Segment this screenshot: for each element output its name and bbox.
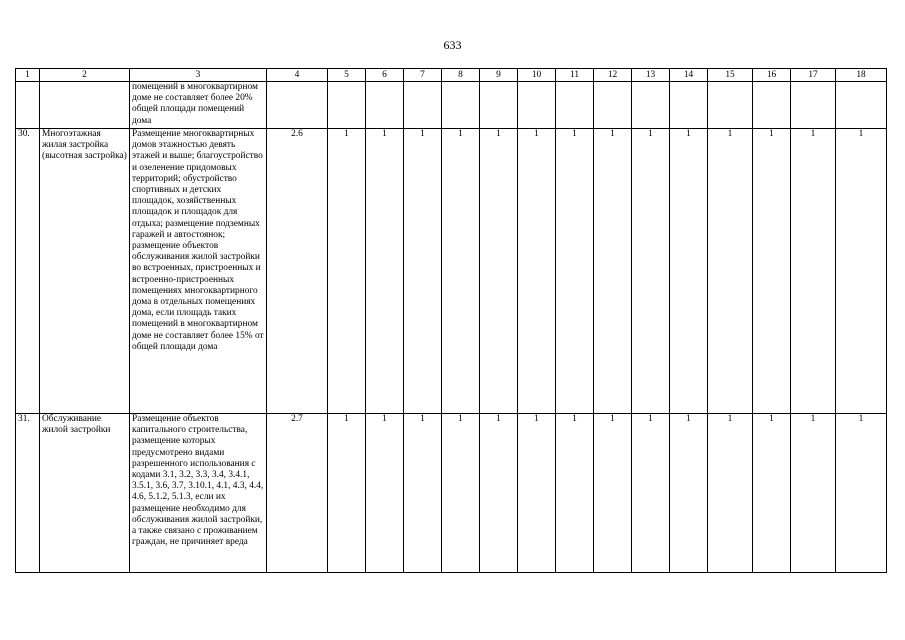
column-header: 8 <box>442 69 480 82</box>
zone-value: 1 <box>791 129 836 414</box>
zone-value <box>791 82 836 129</box>
column-header: 17 <box>791 69 836 82</box>
row-code: 2.6 <box>267 129 328 414</box>
row-description: помещений в многоквартирном доме не составляет более 20% общей площади помещений дома <box>130 82 267 129</box>
zone-value <box>594 82 632 129</box>
zone-value: 1 <box>836 129 887 414</box>
zone-value <box>556 82 594 129</box>
row-number <box>16 82 40 129</box>
zone-value: 1 <box>708 129 753 414</box>
zone-value: 1 <box>518 129 556 414</box>
zone-value <box>404 82 442 129</box>
zone-value: 1 <box>556 414 594 573</box>
zone-value: 1 <box>594 129 632 414</box>
column-number-row <box>16 69 887 82</box>
zone-value <box>366 82 404 129</box>
zone-value <box>442 82 480 129</box>
page-number: 633 <box>443 38 462 52</box>
row-number: 30. <box>16 129 40 414</box>
table-row <box>16 414 887 573</box>
zone-value: 1 <box>753 129 791 414</box>
column-header: 2 <box>40 69 130 82</box>
zone-value <box>670 82 708 129</box>
zone-value <box>480 82 518 129</box>
row-name <box>40 82 130 129</box>
table-row <box>16 129 887 414</box>
zone-value: 1 <box>556 129 594 414</box>
row-code <box>267 82 328 129</box>
row-number: 31. <box>16 414 40 573</box>
column-header: 14 <box>670 69 708 82</box>
column-header: 13 <box>632 69 670 82</box>
zone-value: 1 <box>670 414 708 573</box>
row-name: Обслуживание жилой застройки <box>40 414 130 573</box>
column-header: 7 <box>404 69 442 82</box>
zone-value: 1 <box>366 129 404 414</box>
column-header: 1 <box>16 69 40 82</box>
zone-value: 1 <box>442 129 480 414</box>
zone-value: 1 <box>404 129 442 414</box>
column-header: 15 <box>708 69 753 82</box>
zone-value: 1 <box>753 414 791 573</box>
zone-value: 1 <box>518 414 556 573</box>
column-header: 6 <box>366 69 404 82</box>
zone-value <box>632 82 670 129</box>
zone-value <box>753 82 791 129</box>
zone-value: 1 <box>670 129 708 414</box>
zone-value: 1 <box>366 414 404 573</box>
column-header: 11 <box>556 69 594 82</box>
zone-value <box>836 82 887 129</box>
zone-value: 1 <box>594 414 632 573</box>
zone-value <box>518 82 556 129</box>
row-description: Размещение объектов капитального строительства, размещение которых предусмотрено видами разрешенного использования с кодами 3.1, 3.2, 3.3, 3.4, 3.4.1, 3.5.1, 3.6, 3.7, 3.10.1, 4.1, 4.3, 4.4, 4.6, 5.1.2, 5.1.3, если их размещение необходимо для обслуживания жилой застройки, а также связано с проживанием граждан, не причиняет вреда <box>130 414 267 573</box>
zone-value: 1 <box>632 414 670 573</box>
zone-value: 1 <box>836 414 887 573</box>
column-header: 16 <box>753 69 791 82</box>
zone-value: 1 <box>328 129 366 414</box>
zone-value: 1 <box>480 129 518 414</box>
zone-value: 1 <box>328 414 366 573</box>
column-header: 9 <box>480 69 518 82</box>
zone-value: 1 <box>404 414 442 573</box>
column-header: 5 <box>328 69 366 82</box>
zone-value <box>328 82 366 129</box>
column-header: 18 <box>836 69 887 82</box>
row-code: 2.7 <box>267 414 328 573</box>
column-header: 4 <box>267 69 328 82</box>
zone-value: 1 <box>480 414 518 573</box>
table-row <box>16 82 887 129</box>
zoning-table <box>15 68 887 573</box>
zone-value: 1 <box>791 414 836 573</box>
row-name: Многоэтажная жилая застройка (высотная застройка) <box>40 129 130 414</box>
zone-value: 1 <box>708 414 753 573</box>
column-header: 12 <box>594 69 632 82</box>
column-header: 3 <box>130 69 267 82</box>
zone-value <box>708 82 753 129</box>
row-description: Размещение многоквартирных домов этажностью девять этажей и выше; благоустройство и озеленение придомовых территорий; обустройство спортивных и детских площадок, хозяйственных площадок и площадок для отдыха; размещение подземных гаражей и автостоянок; размещение объектов обслуживания жилой застройки во встроенных, пристроенных и встроенно-пристроенных помещениях многоквартирного дома в отдельных помещениях дома, если площадь таких помещений в многоквартирном доме не составляет более 15% от общей площади дома <box>130 129 267 414</box>
zone-value: 1 <box>442 414 480 573</box>
column-header: 10 <box>518 69 556 82</box>
zone-value: 1 <box>632 129 670 414</box>
